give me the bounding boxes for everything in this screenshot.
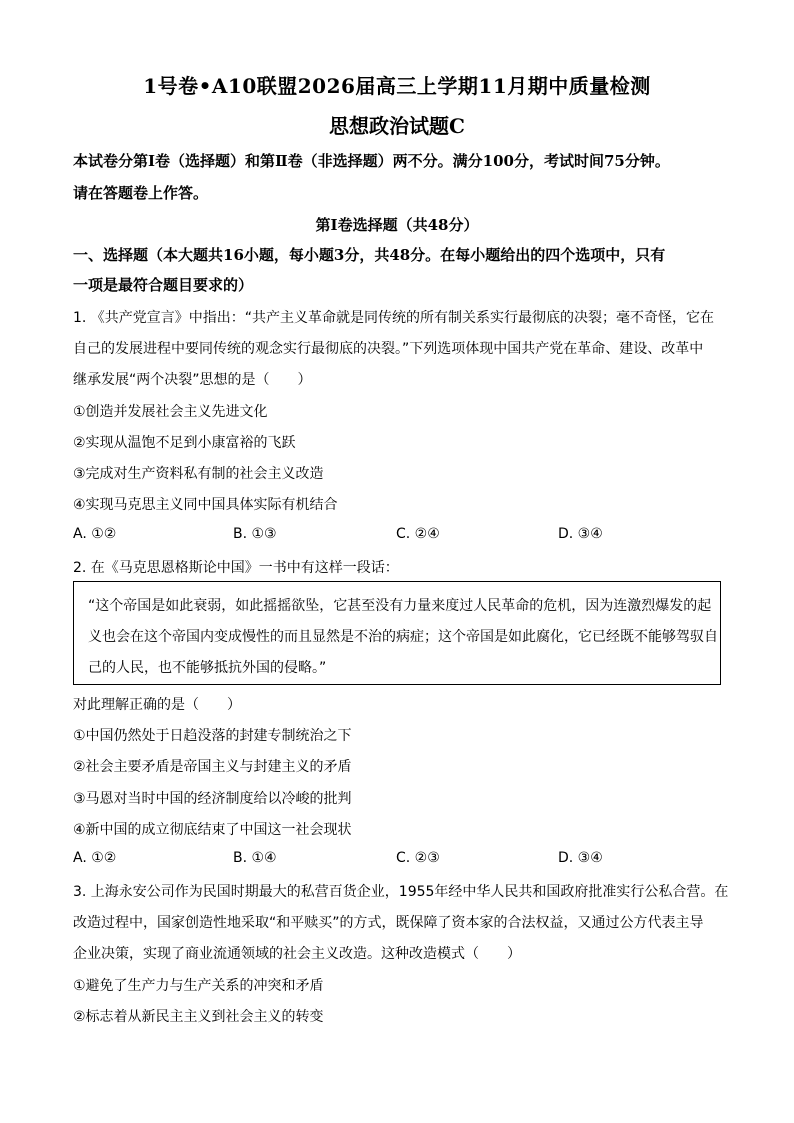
q1-item-2: ②实现从温饱不足到小康富裕的飞跃 bbox=[73, 435, 296, 451]
q2-quote-line-3: 己的人民，也不能够抵抗外国的侵略。” bbox=[88, 660, 327, 676]
q3-item-1: ①避免了生产力与生产关系的冲突和矛盾 bbox=[73, 978, 324, 994]
q2-question: 对此理解正确的是（ ） bbox=[73, 697, 241, 713]
q1-option-b[interactable]: B. ①③ bbox=[233, 526, 277, 542]
q3-stem-line-1: 3. 上海永安公司作为民国时期最大的私营百货企业，1955年经中华人民共和国政府批准实行公私合营。在 bbox=[73, 884, 729, 900]
q3-stem-line-2: 改造过程中，国家创造性地采取“和平赎买”的方式，既保障了资本家的合法权益，又通过公方代表主导 bbox=[73, 915, 704, 931]
q2-option-b[interactable]: B. ①④ bbox=[233, 850, 277, 866]
q1-item-1: ①创造并发展社会主义先进文化 bbox=[73, 404, 268, 420]
instructions-line-2: 请在答题卷上作答。 bbox=[73, 184, 209, 202]
section-heading: 第Ⅰ卷选择题（共48分） bbox=[315, 216, 479, 234]
q1-option-c[interactable]: C. ②④ bbox=[396, 526, 440, 542]
q3-item-2: ②标志着从新民主主义到社会主义的转变 bbox=[73, 1009, 324, 1025]
q2-item-2: ②社会主要矛盾是帝国主义与封建主义的矛盾 bbox=[73, 759, 352, 775]
exam-title: 1号卷•A10联盟2026届高三上学期11月期中质量检测 bbox=[143, 74, 651, 98]
q1-option-d[interactable]: D. ③④ bbox=[558, 526, 603, 542]
q2-quote-box bbox=[73, 581, 721, 685]
instructions-line-1: 本试卷分第Ⅰ卷（选择题）和第Ⅱ卷（非选择题）两不分。满分100分，考试时间75分钟。 bbox=[73, 152, 670, 170]
q2-quote-line-2: 义也会在这个帝国内变成慢性的而且显然是不治的病症；这个帝国是如此腐化，它已经既不能够驾驭自 bbox=[88, 629, 718, 645]
q2-stem-line-1: 2. 在《马克思恩格斯论中国》一书中有这样一段话： bbox=[73, 560, 399, 576]
q2-item-4: ④新中国的成立彻底结束了中国这一社会现状 bbox=[73, 822, 352, 838]
q2-option-a[interactable]: A. ①② bbox=[73, 850, 117, 866]
q1-item-4: ④实现马克思主义同中国具体实际有机结合 bbox=[73, 497, 338, 513]
part-instructions-line-1: 一、选择题（本大题共16小题，每小题3分，共48分。在每小题给出的四个选项中，只有 bbox=[73, 246, 666, 264]
q2-option-c[interactable]: C. ②③ bbox=[396, 850, 440, 866]
q1-item-3: ③完成对生产资料私有制的社会主义改造 bbox=[73, 466, 324, 482]
exam-subject-title: 思想政治试题C bbox=[329, 114, 465, 138]
q1-stem-line-3: 继承发展“两个决裂”思想的是（ ） bbox=[73, 372, 312, 388]
q2-quote-line-1: “这个帝国是如此衰弱，如此摇摇欲坠，它甚至没有力量来度过人民革命的危机，因为连激烈爆发的起 bbox=[88, 598, 712, 614]
q1-stem-line-1: 1. 《共产党宣言》中指出：“共产主义革命就是同传统的所有制关系实行最彻底的决裂；毫不奇怪，它在 bbox=[73, 310, 715, 326]
q2-item-1: ①中国仍然处于日趋没落的封建专制统治之下 bbox=[73, 728, 352, 744]
part-instructions-line-2: 一项是最符合题目要求的） bbox=[73, 276, 254, 294]
q3-stem-line-3: 企业决策，实现了商业流通领域的社会主义改造。这种改造模式（ ） bbox=[73, 946, 521, 962]
q2-item-3: ③马恩对当时中国的经济制度给以冷峻的批判 bbox=[73, 791, 352, 807]
q1-option-a[interactable]: A. ①② bbox=[73, 526, 117, 542]
q1-stem-line-2: 自己的发展进程中要同传统的观念实行最彻底的决裂。”下列选项体现中国共产党在革命、建设、改革中 bbox=[73, 341, 704, 357]
q2-option-d[interactable]: D. ③④ bbox=[558, 850, 603, 866]
